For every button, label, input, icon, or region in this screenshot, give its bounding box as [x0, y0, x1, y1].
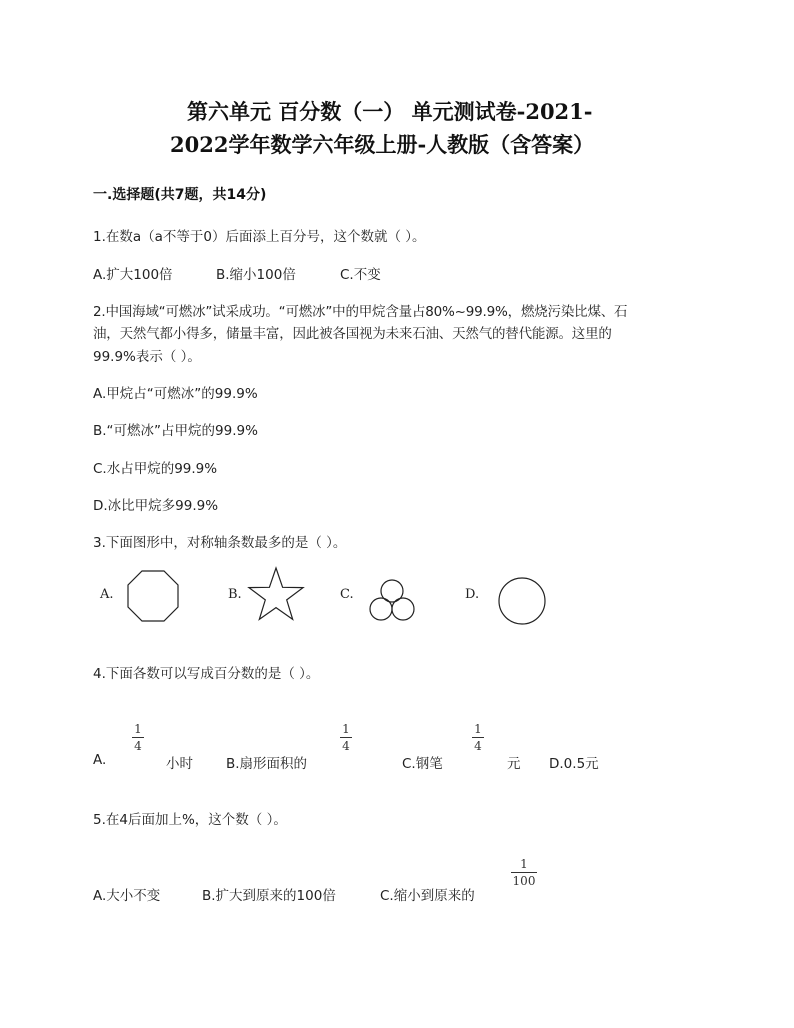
fraction-denominator: 4 — [134, 739, 142, 753]
question-2-line3: 99.9%表示（ ）。 — [93, 349, 201, 365]
q2-option-b: B.“可燃冰”占甲烷的99.9% — [93, 423, 258, 439]
question-2-line1: 2.中国海域“可燃冰”试采成功。“可燃冰”中的甲烷含量占80%~99.9%，燃烧污染比煤、石 — [93, 304, 628, 320]
q4-option-c-unit: 元 — [507, 756, 521, 772]
q4-option-b: B.扇形面积的 — [226, 756, 308, 772]
question-5: 5.在4后面加上%，这个数（ ）。 — [93, 812, 287, 828]
page-title-line1: 第六单元 百分数（一） 单元测试卷-2021- — [187, 99, 593, 124]
q4-option-a-unit: 小时 — [166, 756, 193, 772]
q3-label-d: D. — [465, 587, 480, 602]
question-1: 1.在数a（a不等于0）后面添上百分号，这个数就（ ）。 — [93, 229, 426, 245]
q1-option-b: B.缩小100倍 — [216, 267, 296, 283]
fraction-bar — [511, 872, 537, 873]
fraction-bar — [472, 737, 484, 738]
q2-option-c: C.水占甲烷的99.9% — [93, 461, 218, 477]
question-4: 4.下面各数可以写成百分数的是（ ）。 — [93, 666, 320, 682]
section-heading: 一.选择题(共7题，共14分) — [93, 187, 267, 203]
octagon-figure — [126, 569, 180, 623]
fraction-numerator: 1 — [474, 722, 482, 736]
fraction-denominator: 100 — [512, 874, 536, 888]
q3-label-b: B. — [228, 587, 242, 602]
fraction-numerator: 1 — [520, 857, 528, 871]
q1-option-a: A.扩大100倍 — [93, 267, 173, 283]
q4-fraction-c — [472, 722, 484, 753]
q4-option-c: C.钢笔 — [402, 756, 443, 772]
q1-option-c: C.不变 — [340, 267, 381, 283]
q2-option-a: A.甲烷占“可燃冰”的99.9% — [93, 386, 258, 402]
q5-option-b: B.扩大到原来的100倍 — [202, 888, 336, 904]
q3-label-a: A. — [100, 587, 114, 602]
fraction-denominator: 4 — [474, 739, 482, 753]
q5-option-c: C.缩小到原来的 — [380, 888, 475, 904]
question-3: 3.下面图形中，对称轴条数最多的是（ ）。 — [93, 535, 347, 551]
circle-figure — [497, 576, 547, 626]
q5-fraction — [511, 857, 537, 888]
fraction-bar — [340, 737, 352, 738]
question-2-line2: 油，天然气都小得多，储量丰富，因此被各国视为未来石油、天然气的替代能源。这里的 — [93, 326, 612, 342]
fraction-bar — [132, 737, 144, 738]
q4-option-d: D.0.5元 — [549, 756, 599, 772]
page-title-line2: 2022学年数学六年级上册-人教版（含答案） — [170, 132, 595, 157]
q2-option-d: D.冰比甲烷多99.9% — [93, 498, 219, 514]
fraction-numerator: 1 — [342, 722, 350, 736]
q5-option-a: A.大小不变 — [93, 888, 161, 904]
fraction-numerator: 1 — [134, 722, 142, 736]
fraction-denominator: 4 — [342, 739, 350, 753]
q4-fraction-b — [340, 722, 352, 753]
q4-option-a: A. — [93, 752, 107, 768]
star-figure — [246, 566, 306, 624]
three-circles-figure — [366, 578, 418, 622]
q4-fraction-a — [132, 722, 144, 753]
q3-label-c: C. — [340, 587, 354, 602]
